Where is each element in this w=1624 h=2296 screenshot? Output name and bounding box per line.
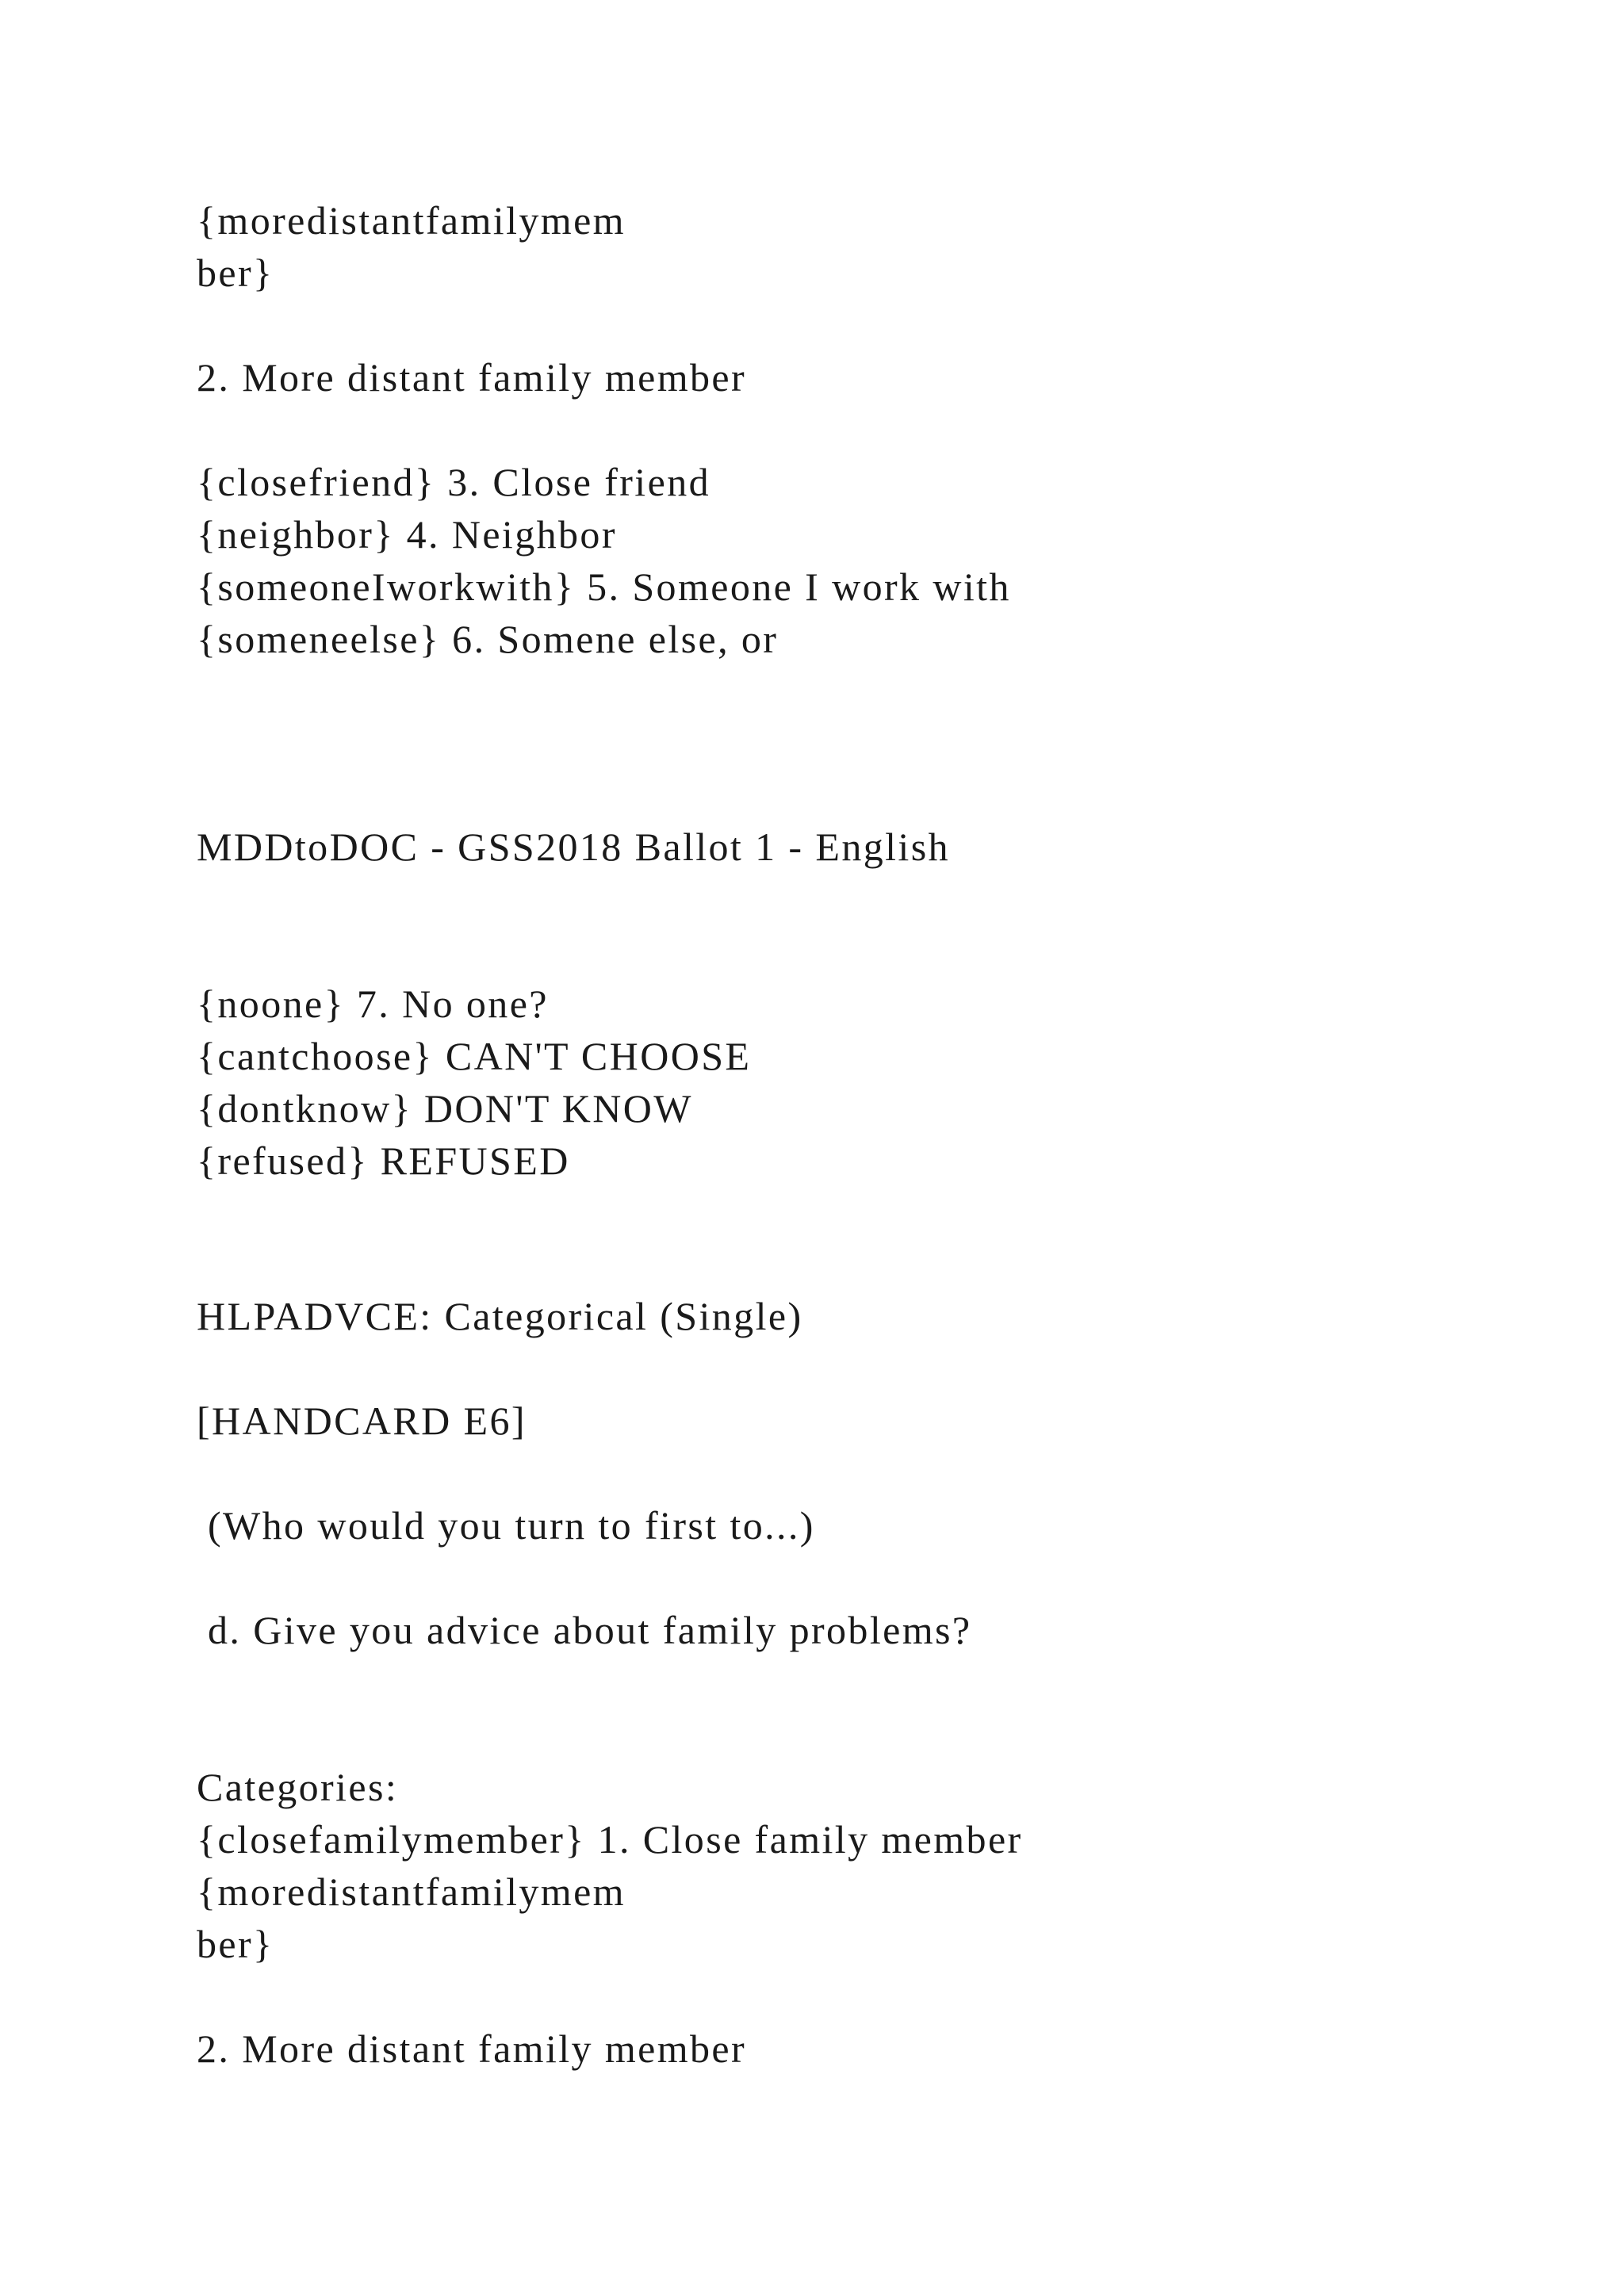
category-option-text: {someneelse} 6. Somene else, or — [197, 617, 779, 661]
page-footer-text: MDDtoDOC - GSS2018 Ballot 1 - English — [197, 825, 950, 869]
question-header: HLPADVCE: Categorical (Single) — [197, 1294, 803, 1338]
category-option-text: {closefriend} 3. Close friend — [197, 460, 710, 504]
category-option-text: {neighbor} 4. Neighbor — [197, 512, 617, 557]
question-stem: (Who would you turn to first to...) — [208, 1503, 815, 1548]
category-option-text: {noone} 7. No one? — [197, 982, 549, 1026]
category-token-text: ber} — [197, 251, 274, 295]
category-option-text: {closefamilymember} 1. Close family member — [197, 1817, 1023, 1862]
category-option-text: {cantchoose} CAN'T CHOOSE — [197, 1034, 752, 1078]
categories-heading: Categories: — [197, 1765, 399, 1809]
question-text: d. Give you advice about family problems? — [208, 1608, 972, 1652]
category-option-text: {someoneIworkwith} 5. Someone I work with — [197, 564, 1011, 609]
category-option-text: 2. More distant family member — [197, 2026, 747, 2071]
category-option-text: {dontknow} DON'T KNOW — [197, 1086, 693, 1131]
category-token-text: {moredistantfamilymem — [197, 198, 626, 243]
category-option-text: 2. More distant family member — [197, 355, 747, 400]
handcard-label: [HANDCARD E6] — [197, 1399, 527, 1443]
category-token-text: ber} — [197, 1922, 274, 1966]
category-token-text: {moredistantfamilymem — [197, 1869, 626, 1914]
category-option-text: {refused} REFUSED — [197, 1138, 570, 1183]
